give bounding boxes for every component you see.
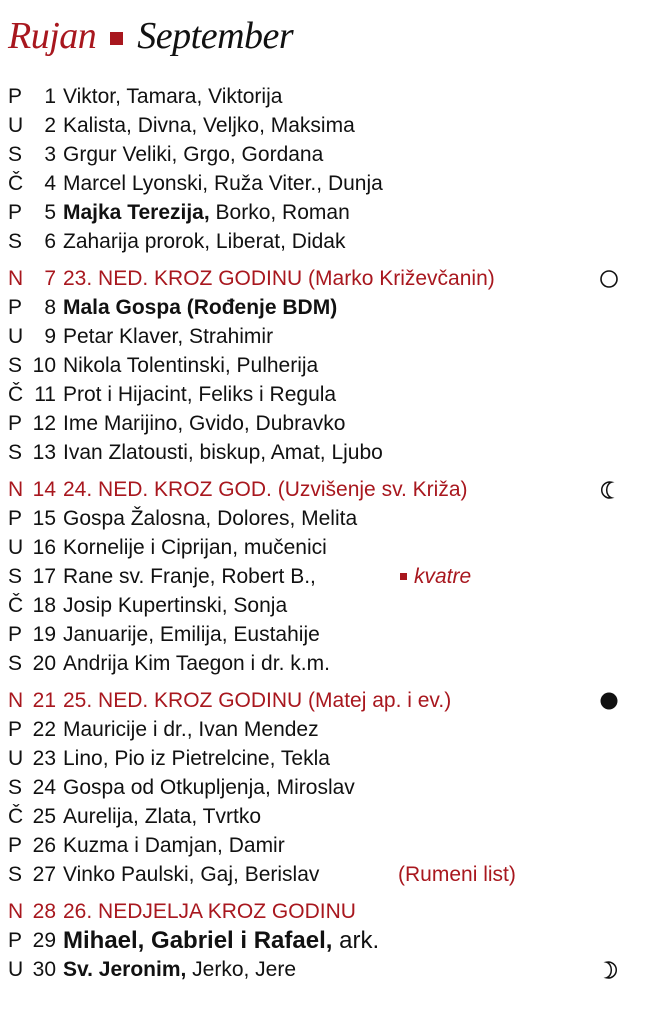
names-text: Kuzma i Damjan, Damir <box>63 834 285 857</box>
weekday-letter: P <box>8 623 23 646</box>
full-moon-icon <box>598 268 620 290</box>
day-row <box>0 264 668 293</box>
day-text <box>63 802 261 831</box>
day-row <box>0 169 668 198</box>
day-number: 23 <box>32 747 56 770</box>
day-text <box>63 227 345 256</box>
day-row <box>0 591 668 620</box>
weekday-letter: S <box>8 863 23 886</box>
day-text <box>63 744 330 773</box>
names-text: ark. <box>332 927 380 954</box>
day-row <box>0 831 668 860</box>
weekday-letter: S <box>8 652 23 675</box>
day-number: 6 <box>44 230 56 253</box>
day-row <box>0 198 668 227</box>
day-number: 9 <box>44 325 56 348</box>
day-number: 25 <box>32 805 56 828</box>
day-row <box>0 409 668 438</box>
day-number: 26 <box>32 834 56 857</box>
weekday-letter: S <box>8 230 23 253</box>
weekday-letter: U <box>8 325 24 348</box>
names-text: Borko, Roman <box>209 201 350 224</box>
note-square-icon <box>400 573 407 580</box>
names-text: 26. NEDJELJA KROZ GODINU <box>63 900 356 923</box>
first-quarter-icon <box>598 959 620 981</box>
day-note-text: kvatre <box>414 565 472 588</box>
names-text: Grgur Veliki, Grgo, Gordana <box>63 143 324 166</box>
names-text: Zaharija prorok, Liberat, Didak <box>63 230 346 253</box>
weekday-letter: S <box>8 441 23 464</box>
names-text: Vinko Paulski, Gaj, Berislav <box>63 863 320 886</box>
day-row <box>0 351 668 380</box>
day-number: 13 <box>32 441 56 464</box>
day-text <box>63 620 320 649</box>
names-text: Lino, Pio iz Pietrelcine, Tekla <box>63 747 330 770</box>
day-number: 22 <box>32 718 56 741</box>
weekday-letter: U <box>8 747 24 770</box>
weekday-letter: U <box>8 114 24 137</box>
names-text: Viktor, Tamara, Viktorija <box>63 85 283 108</box>
weekday-letter: S <box>8 143 23 166</box>
names-text: Josip Kupertinski, Sonja <box>63 594 288 617</box>
weekday-letter: N <box>8 478 24 501</box>
day-text <box>63 955 296 984</box>
day-number: 14 <box>32 478 56 501</box>
day-number: 29 <box>32 929 56 952</box>
day-row <box>0 955 668 984</box>
month-title-english: September <box>137 15 294 57</box>
weekday-letter: Č <box>8 383 24 406</box>
day-text <box>63 264 495 293</box>
names-text: Januarije, Emilija, Eustahije <box>63 623 320 646</box>
day-number: 27 <box>32 863 56 886</box>
weekday-letter: U <box>8 536 24 559</box>
day-row <box>0 686 668 715</box>
feast-name: Mala Gospa (Rođenje BDM) <box>63 296 338 319</box>
names-text: Kornelije i Ciprijan, mučenici <box>63 536 327 559</box>
day-number: 18 <box>32 594 56 617</box>
day-text <box>63 533 327 562</box>
weekday-letter: P <box>8 296 23 319</box>
weekday-letter: P <box>8 201 23 224</box>
day-text <box>63 562 316 591</box>
day-text <box>63 504 357 533</box>
day-number: 5 <box>44 201 56 224</box>
weekday-letter: P <box>8 412 23 435</box>
day-number: 8 <box>44 296 56 319</box>
day-number: 21 <box>32 689 56 712</box>
day-number: 20 <box>32 652 56 675</box>
day-text <box>63 897 356 926</box>
names-text: Prot i Hijacint, Feliks i Regula <box>63 383 337 406</box>
day-row <box>0 773 668 802</box>
last-quarter-icon <box>598 479 620 501</box>
day-text <box>63 926 379 956</box>
day-row <box>0 140 668 169</box>
weekday-letter: Č <box>8 805 24 828</box>
day-number: 7 <box>44 267 56 290</box>
names-text: Jerko, Jere <box>186 958 297 981</box>
day-row <box>0 620 668 649</box>
names-text: Mauricije i dr., Ivan Mendez <box>63 718 319 741</box>
weekday-letter: Č <box>8 172 24 195</box>
day-number: 11 <box>34 383 56 406</box>
month-title-croatian: Rujan <box>8 15 97 57</box>
day-text <box>63 111 355 140</box>
day-number: 10 <box>32 354 56 377</box>
day-number: 30 <box>32 958 56 981</box>
day-note <box>400 562 471 591</box>
day-number: 19 <box>32 623 56 646</box>
weekday-letter: N <box>8 689 24 712</box>
names-text: 25. NED. KROZ GODINU (Matej ap. i ev.) <box>63 689 452 712</box>
day-text <box>63 322 273 351</box>
names-text: Nikola Tolentinski, Pulherija <box>63 354 319 377</box>
new-moon-icon <box>598 690 620 712</box>
day-text <box>63 82 282 111</box>
feast-name: Sv. Jeronim, <box>63 958 187 981</box>
names-text: Petar Klaver, Strahimir <box>63 325 274 348</box>
day-number: 12 <box>32 412 56 435</box>
day-text <box>63 380 336 409</box>
names-text: Gospa od Otkupljenja, Miroslav <box>63 776 355 799</box>
names-text: Marcel Lyonski, Ruža Viter., Dunja <box>63 172 383 195</box>
names-text: Ivan Zlatousti, biskup, Amat, Ljubo <box>63 441 383 464</box>
weekday-letter: S <box>8 354 23 377</box>
weekday-letter: P <box>8 929 23 952</box>
day-text <box>63 773 355 802</box>
feast-name: Mihael, Gabriel i Rafael, <box>63 927 333 954</box>
weekday-letter: P <box>8 85 23 108</box>
day-number: 24 <box>32 776 56 799</box>
feast-name: Majka Terezija, <box>63 201 210 224</box>
day-row <box>0 649 668 678</box>
day-text <box>63 409 345 438</box>
names-text: Aurelija, Zlata, Tvrtko <box>63 805 262 828</box>
day-row <box>0 82 668 111</box>
day-number: 4 <box>44 172 56 195</box>
day-row <box>0 293 668 322</box>
day-row <box>0 111 668 140</box>
day-text <box>63 140 323 169</box>
day-text <box>63 438 383 467</box>
day-row <box>0 475 668 504</box>
names-text: 23. NED. KROZ GODINU (Marko Križevčanin) <box>63 267 495 290</box>
day-row <box>0 860 668 889</box>
day-note <box>398 860 516 889</box>
day-text <box>63 475 468 504</box>
day-text <box>63 198 350 227</box>
day-text <box>63 169 383 198</box>
day-number: 17 <box>32 565 56 588</box>
day-text <box>63 591 287 620</box>
day-row <box>0 802 668 831</box>
day-number: 15 <box>32 507 56 530</box>
names-text: Gospa Žalosna, Dolores, Melita <box>63 507 358 530</box>
names-text: Rane sv. Franje, Robert B., <box>63 565 316 588</box>
names-text: Ime Marijino, Gvido, Dubravko <box>63 412 346 435</box>
weekday-letter: Č <box>8 594 24 617</box>
day-row <box>0 897 668 926</box>
day-row <box>0 380 668 409</box>
day-text <box>63 831 285 860</box>
day-note-text: (Rumeni list) <box>398 863 516 886</box>
weekday-letter: P <box>8 507 23 530</box>
day-row <box>0 715 668 744</box>
day-row <box>0 504 668 533</box>
day-text <box>63 686 451 715</box>
day-row <box>0 562 668 591</box>
day-number: 28 <box>32 900 56 923</box>
weekday-letter: P <box>8 834 23 857</box>
day-text <box>63 351 318 380</box>
weekday-letter: N <box>8 900 24 923</box>
day-number: 1 <box>44 85 56 108</box>
weekday-letter: S <box>8 776 23 799</box>
day-row <box>0 227 668 256</box>
names-text: Andrija Kim Taegon i dr. k.m. <box>63 652 330 675</box>
day-row <box>0 926 668 955</box>
day-row <box>0 533 668 562</box>
weekday-letter: P <box>8 718 23 741</box>
day-text <box>63 293 337 322</box>
day-text <box>63 649 330 678</box>
names-text: Kalista, Divna, Veljko, Maksima <box>63 114 355 137</box>
day-text <box>63 860 319 889</box>
weekday-letter: S <box>8 565 23 588</box>
names-text: 24. NED. KROZ GOD. (Uzvišenje sv. Križa) <box>63 478 468 501</box>
weekday-letter: U <box>8 958 24 981</box>
weekday-letter: N <box>8 267 24 290</box>
day-text <box>63 715 319 744</box>
day-row <box>0 322 668 351</box>
day-number: 2 <box>44 114 56 137</box>
day-row <box>0 744 668 773</box>
day-number: 3 <box>44 143 56 166</box>
day-row <box>0 438 668 467</box>
day-number: 16 <box>32 536 56 559</box>
